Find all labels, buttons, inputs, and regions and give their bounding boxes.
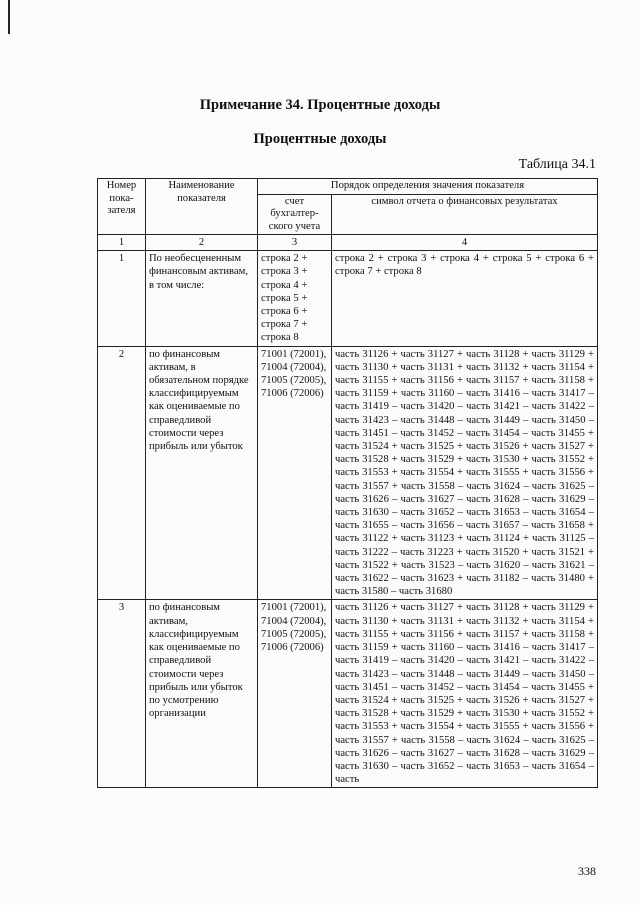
row-name: По необесцененным финансовым активам, в том числе: xyxy=(146,251,258,346)
header-order: Порядок определения значения показателя xyxy=(258,179,598,195)
page-number: 338 xyxy=(578,864,596,878)
scan-margin-mark xyxy=(8,0,10,34)
column-number-row xyxy=(98,235,598,251)
row-symbol: строка 2 + строка 3 + строка 4 + строка 5 + строка 6 + строка 7 + строка 8 xyxy=(332,251,598,346)
row-symbol: часть 31126 + часть 31127 + часть 31128 + часть 31129 + часть 31130 + часть 31131 + часть 31132 + часть 31154 + часть 31155 + часть 31156 + часть 31157 + часть 31158 + часть 31159 + часть 31160 – часть 31416 – часть 31417 – часть 31419 – часть 31420 – часть 31421 – часть 31422 – часть 31423 – часть 31448 – часть 31449 – часть 31450 – часть 31451 – часть 31452 – часть 31454 – часть 31455 + часть 31524 + часть 31525 + часть 31526 + часть 31527 + часть 31528 + часть 31529 + часть 31530 + часть 31552 + часть 31553 + часть 31554 + часть 31555 + часть 31556 + часть 31557 + часть 31558 – часть 31624 – часть 31625 – часть 31626 – часть 31627 – часть 31628 – часть 31629 – часть 31630 – часть 31652 – часть 31653 – часть 31654 – часть 31655 – часть 31656 – часть 31657 – часть 31658 + часть 31122 + часть 31123 + часть 31124 + часть 31125 – часть 31222 – часть 31223 + часть 31520 + часть 31521 + часть 31522 + часть 31523 – часть 31620 – часть 31621 – часть 31622 – часть 31623 + часть 31182 – часть 31480 + часть 31580 – часть 31680 xyxy=(332,346,598,600)
row-name: по финансовым активам, в обязательном порядке классифицируемым как оцениваемые по справедливой стоимости через прибыль или убыток xyxy=(146,346,258,600)
note-title: Примечание 34. Процентные доходы xyxy=(199,97,441,113)
column-number: 4 xyxy=(332,235,598,251)
column-number: 3 xyxy=(258,235,332,251)
row-number: 1 xyxy=(98,251,146,346)
header-account: счет бухгалтер-ского учета xyxy=(258,194,332,235)
row-account: строка 2 + строка 3 + строка 4 + строка 5 + строка 6 + строка 7 + строка 8 xyxy=(258,251,332,346)
header-symbol: символ отчета о финансовых результатах xyxy=(332,194,598,235)
header-name: Наименование показателя xyxy=(146,179,258,235)
row-number: 2 xyxy=(98,346,146,600)
row-name: по финансовым активам, классифицируемым как оцениваемые по справедливой стоимости через прибыль или убыток по усмотрению организации xyxy=(146,600,258,788)
column-number: 2 xyxy=(146,235,258,251)
row-account: 71001 (72001), 71004 (72004), 71005 (72005), 71006 (72006) xyxy=(258,346,332,600)
indicator-table xyxy=(97,178,598,788)
column-number: 1 xyxy=(98,235,146,251)
table-row xyxy=(98,251,598,346)
header-row xyxy=(98,179,598,195)
table-row xyxy=(98,600,598,788)
table-title: Процентные доходы xyxy=(253,131,387,147)
row-account: 71001 (72001), 71004 (72004), 71005 (72005), 71006 (72006) xyxy=(258,600,332,788)
table-label: Таблица 34.1 xyxy=(518,157,596,172)
row-symbol: часть 31126 + часть 31127 + часть 31128 + часть 31129 + часть 31130 + часть 31131 + часть 31132 + часть 31154 + часть 31155 + часть 31156 + часть 31157 + часть 31158 + часть 31159 + часть 31160 – часть 31416 – часть 31417 – часть 31419 – часть 31420 – часть 31421 – часть 31422 – часть 31423 – часть 31448 – часть 31449 – часть 31450 – часть 31451 – часть 31452 – часть 31454 – часть 31455 + часть 31524 + часть 31525 + часть 31526 + часть 31527 + часть 31528 + часть 31529 + часть 31530 + часть 31552 + часть 31553 + часть 31554 + часть 31555 + часть 31556 + часть 31557 + часть 31558 – часть 31624 – часть 31625 – часть 31626 – часть 31627 – часть 31628 – часть 31629 – часть 31630 – часть 31652 – часть 31653 – часть 31654 – часть xyxy=(332,600,598,788)
row-number: 3 xyxy=(98,600,146,788)
header-num: Номер пока-зателя xyxy=(98,179,146,235)
table-row xyxy=(98,346,598,600)
